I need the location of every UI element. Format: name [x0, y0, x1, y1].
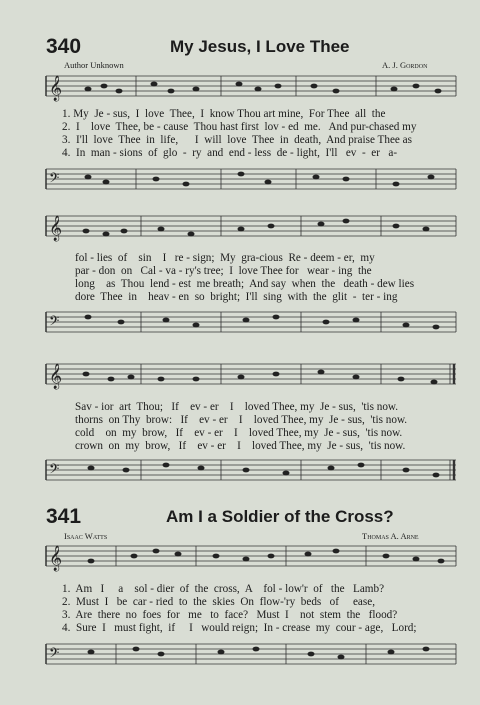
- svg-text:𝄞: 𝄞: [49, 364, 63, 389]
- hymn-composer: A. J. Gordon: [382, 60, 428, 70]
- music-staff-bass: [46, 638, 456, 678]
- svg-text:𝄢: 𝄢: [49, 170, 60, 189]
- lyric-line: 4. In man - sions of glo - ry and end - less de - light, I'll ev - er a-: [62, 147, 398, 159]
- lyric-line: 2. I love Thee, be - cause Thou hast first lov - ed me. And pur-chased my: [62, 121, 417, 133]
- svg-text:𝄞: 𝄞: [49, 76, 63, 101]
- music-staff-bass: [46, 163, 456, 199]
- music-staff-treble: [46, 70, 456, 110]
- lyric-line: long as Thou lend - est me breath; And say when the death - dew lies: [75, 278, 415, 290]
- lyric-line: fol - lies of sin I re - sign; My gra-cious Re - deem - er, my: [75, 252, 375, 264]
- svg-text:𝄞: 𝄞: [49, 216, 63, 241]
- hymn-author: Author Unknown: [64, 60, 124, 70]
- lyric-line: 3. Are there no foes for me to face? Must I not stem the flood?: [62, 609, 398, 621]
- lyric-line: dore Thee in heav - en so bright; I'll sing with the glit - ter - ing: [75, 291, 398, 303]
- svg-text:𝄢: 𝄢: [49, 461, 60, 480]
- svg-text:𝄢: 𝄢: [49, 645, 60, 664]
- music-staff-treble: [46, 540, 456, 580]
- hymn-composer: Thomas A. Arne: [362, 531, 419, 541]
- music-staff-treble: [46, 358, 456, 398]
- lyric-line: Sav - ior art Thou; If ev - er I loved Thee, my Je - sus, 'tis now.: [75, 401, 399, 413]
- music-staff-bass: [46, 306, 456, 342]
- lyric-line: thorns on Thy brow: If ev - er I loved Thee, my Je - sus, 'tis now.: [75, 414, 408, 426]
- svg-text:𝄞: 𝄞: [49, 546, 63, 571]
- lyric-line: 1. My Je - sus, I love Thee, I know Thou art mine, For Thee all the: [62, 108, 386, 120]
- lyric-line: par - don on Cal - va - ry's tree; I love Thee for wear - ing the: [75, 265, 372, 277]
- lyric-line: cold on my brow, If ev - er I loved Thee, my Je - sus, 'tis now.: [75, 427, 403, 439]
- hymn-number: 340: [46, 35, 82, 58]
- lyric-line: 3. I'll love Thee in life, I will love Thee in death, And praise Thee as: [62, 134, 412, 146]
- hymn-title: Am I a Soldier of the Cross?: [166, 507, 394, 526]
- svg-text:𝄢: 𝄢: [49, 313, 60, 332]
- lyric-line: 2. Must I be car - ried to the skies On flow-'ry beds of ease,: [62, 596, 376, 608]
- music-staff-treble: [46, 210, 456, 250]
- lyric-line: 4. Sure I must fight, if I would reign; In - crease my cour - age, Lord;: [62, 622, 417, 634]
- lyric-line: crown on my brow, If ev - er I loved Thee, my Je - sus, 'tis now.: [75, 440, 406, 452]
- hymn-title: My Jesus, I Love Thee: [170, 37, 350, 56]
- music-staff-bass: [46, 454, 456, 490]
- lyric-line: 1. Am I a sol - dier of the cross, A fol - low'r of the Lamb?: [62, 583, 385, 595]
- hymn-author: Isaac Watts: [64, 531, 108, 541]
- hymn-number: 341: [46, 505, 82, 528]
